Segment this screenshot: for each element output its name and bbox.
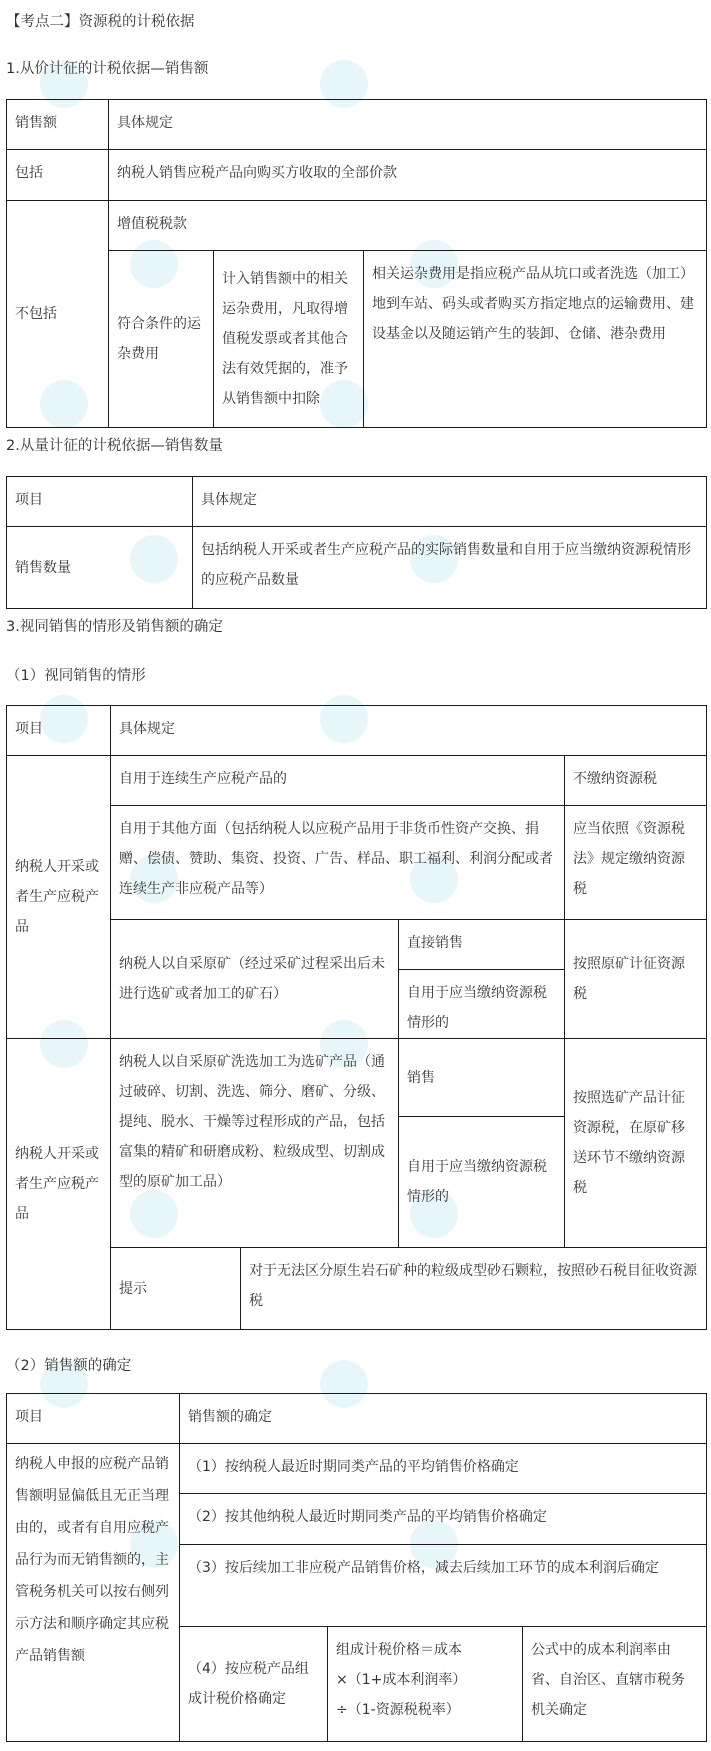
- formula-line: ×（1+成本利润率）: [336, 1672, 467, 1688]
- case-text: 纳税人以自采原矿（经过采矿过程采出后未进行选矿或者加工的矿石）: [111, 920, 399, 1039]
- sales-determination-table: [6, 1393, 707, 1742]
- header-cell: 项目: [7, 1394, 180, 1444]
- case-subcase: 直接销售: [399, 920, 565, 970]
- header-cell: 具体规定: [109, 100, 707, 150]
- case-text: 自用于其他方面（包括纳税人以应税产品用于非货币性资产交换、捐赠、偿债、赞助、集资、投资、广告、样品、职工福利、利润分配或者连续生产非应税产品等）: [111, 806, 565, 920]
- case-result: 按照选矿产品计征资源税，在原矿移送环节不缴纳资源税: [565, 1039, 707, 1248]
- formula-line: ÷（1-资源税税率）: [336, 1702, 460, 1718]
- case-subcase: 自用于应当缴纳资源税情形的: [399, 970, 565, 1039]
- page-title: 【考点二】资源税的计税依据: [6, 14, 195, 30]
- row-label: 纳税人申报的应税产品销售额明显偏低且无正当理由的，或者有自用应税产品行为而无销售额的，主管税务机关可以按右侧列示方法和顺序确定其应税产品销售额: [7, 1444, 180, 1742]
- method-4-note: 公式中的成本利润率由省、自治区、直辖市税务机关确定: [523, 1627, 707, 1742]
- exclude-freight-rule: 计入销售额中的相关运杂费用，凡取得增值税发票或者其他合法有效凭据的，准予从销售额中扣除: [214, 251, 364, 428]
- section-2-heading: 2.从量计征的计税依据—销售数量: [6, 438, 223, 454]
- case-result: 应当依照《资源税法》规定缴纳资源税: [565, 806, 707, 920]
- group-label: 纳税人开采或者生产应税产品: [7, 1039, 111, 1330]
- header-cell: 项目: [7, 706, 111, 756]
- section-3-heading: 3.视同销售的情形及销售额的确定: [6, 619, 223, 635]
- section-1-heading: 1.从价计征的计税依据—销售额: [6, 61, 209, 77]
- row-label: 销售数量: [7, 527, 193, 609]
- exclude-label: 不包括: [7, 201, 109, 428]
- method-3: （3）按后续加工非应税产品销售价格，减去后续加工环节的成本利润后确定: [180, 1545, 707, 1627]
- formula-line: 组成计税价格＝成本: [336, 1642, 462, 1658]
- exclude-vat: 增值税税款: [109, 201, 707, 251]
- row-text: 包括纳税人开采或者生产应税产品的实际销售数量和自用于应当缴纳资源税情形的应税产品数量: [193, 527, 707, 609]
- subsection-2-heading: （2）销售额的确定: [6, 1358, 132, 1374]
- sales-amount-table: [6, 99, 707, 428]
- group-label: 纳税人开采或者生产应税产品: [7, 756, 111, 1039]
- method-1: （1）按纳税人最近时期同类产品的平均销售价格确定: [180, 1444, 707, 1494]
- case-subcase: 销售: [399, 1039, 565, 1117]
- sales-quantity-table: [6, 476, 707, 609]
- header-cell: 具体规定: [193, 477, 707, 527]
- case-result: 按照原矿计征资源税: [565, 920, 707, 1039]
- tip-text: 对于无法区分原生岩石矿种的粒级成型砂石颗粒，按照砂石税目征收资源税: [241, 1248, 707, 1330]
- case-subcase: 自用于应当缴纳资源税情形的: [399, 1117, 565, 1248]
- exclude-freight-label: 符合条件的运杂费用: [109, 251, 214, 428]
- include-label: 包括: [7, 150, 109, 201]
- deemed-sales-table: [6, 705, 707, 1330]
- case-text: 自用于连续生产应税产品的: [111, 756, 565, 806]
- case-result: 不缴纳资源税: [565, 756, 707, 806]
- method-2: （2）按其他纳税人最近时期同类产品的平均销售价格确定: [180, 1494, 707, 1545]
- include-text: 纳税人销售应税产品向购买方收取的全部价款: [109, 150, 707, 201]
- exclude-freight-definition: 相关运杂费用是指应税产品从坑口或者洗选（加工）地到车站、码头或者购买方指定地点的运输费用、建设基金以及随运销产生的装卸、仓储、港杂费用: [364, 251, 707, 428]
- case-text: 纳税人以自采原矿洗选加工为选矿产品（通过破碎、切割、洗选、筛分、磨矿、分级、提纯、脱水、干燥等过程形成的产品，包括富集的精矿和研磨成粉、粒级成型、切割成型的原矿加工品）: [111, 1039, 399, 1248]
- header-cell: 具体规定: [111, 706, 707, 756]
- header-cell: 项目: [7, 477, 193, 527]
- method-4-formula: [328, 1627, 523, 1742]
- method-4-label: （4）按应税产品组成计税价格确定: [180, 1627, 328, 1742]
- subsection-1-heading: （1）视同销售的情形: [6, 668, 146, 684]
- tip-label: 提示: [111, 1248, 241, 1330]
- header-cell: 销售额: [7, 100, 109, 150]
- header-cell: 销售额的确定: [180, 1394, 707, 1444]
